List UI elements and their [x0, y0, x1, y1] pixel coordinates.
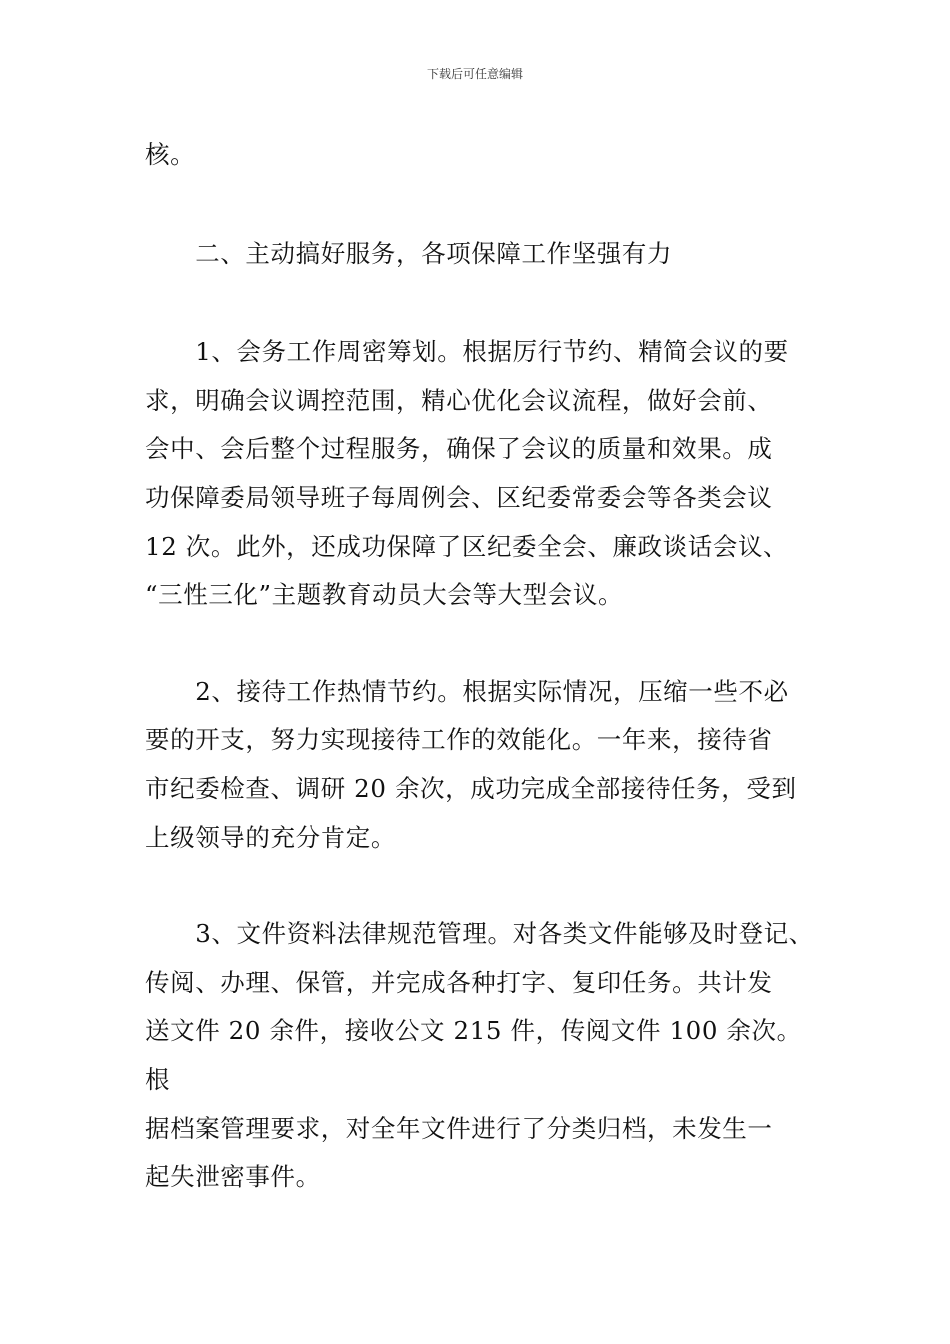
document-body	[145, 131, 825, 1202]
page-header: 下载后可任意编辑	[426, 67, 523, 81]
paragraph-continuation: 核。	[145, 140, 196, 169]
section-heading: 二、主动搞好服务，各项保障工作坚强有力	[145, 238, 673, 268]
paragraph-document-management: 3、文件资料法律规范管理。对各类文件能够及时登记、 传阅、办理、保管，并完成各种打字、复印任务。共计发 送文件 20 余件，接收公文 215 件，传阅文件 100 余次。根 据档案管理要求，对全年文件进行了分类归档，未发生一 起失泄密事件。	[145, 919, 814, 1192]
paragraph-meeting-service: 1、会务工作周密筹划。根据厉行节约、精简会议的要 求，明确会议调控范围，精心优化会议流程，做好会前、 会中、会后整个过程服务，确保了会议的质量和效果。成 功保障委局领导班子每周例会、区纪委常委会等各类会议 12 次。此外，还成功保障了区纪委全会、廉政谈话会议、 “三性三化”主题教育动员大会等大型会议。	[145, 337, 789, 610]
paragraph-reception-work: 2、接待工作热情节约。根据实际情况，压缩一些不必 要的开支，努力实现接待工作的效能化。一年来，接待省 市纪委检查、调研 20 余次，成功完成全部接待任务，受到 上级领导的充分肯定。	[145, 676, 797, 852]
